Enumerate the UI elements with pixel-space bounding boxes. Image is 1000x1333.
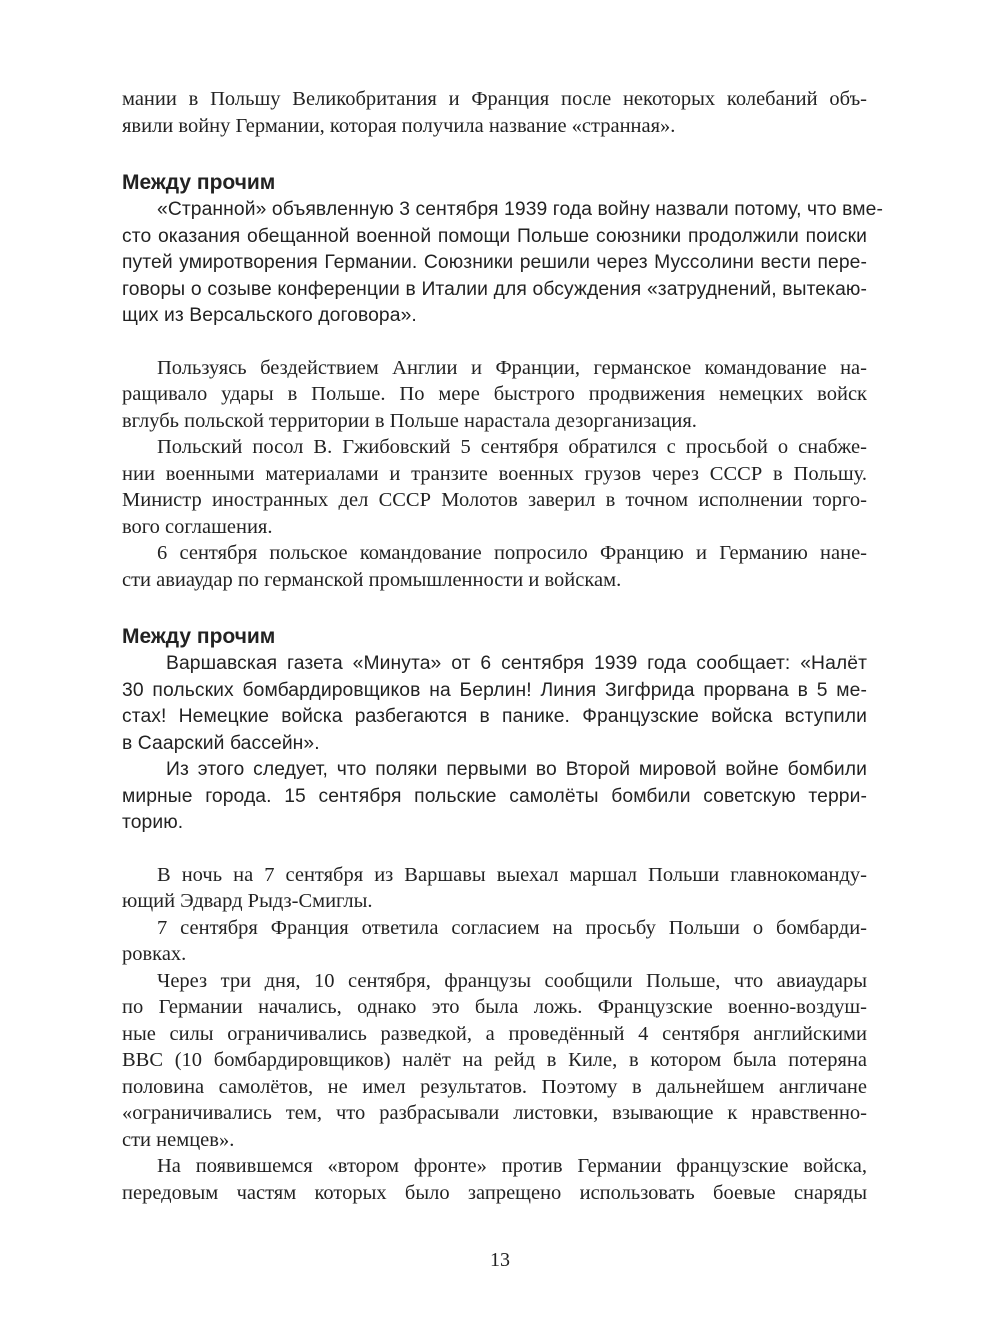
text-line: Польский посол В. Гжибовский 5 сентября обратился с просьбой о снабже-: [157, 436, 867, 458]
text-line: ные силы ограничивались разведкой, а проведённый 4 сентября английскими: [122, 1022, 867, 1045]
text-line: ющий Эдвард Рыдз-Смиглы.: [122, 890, 373, 912]
text-line: Через три дня, 10 сентября, французы сообщили Польше, что авиаудары: [157, 969, 867, 992]
text-line: «ограничивались тем, что разбрасывали листовки, взывающие к нравственно-: [122, 1102, 867, 1124]
text-line: вого соглашения.: [122, 515, 273, 538]
text-line: половина самолётов, не имел результатов. Поэтому в дальнейшем англичане: [122, 1075, 867, 1098]
text-line: нии военными материалами и транзите военных грузов через СССР в Польшу.: [122, 462, 867, 485]
text-line: 7 сентября Франция ответила согласием на просьбу Польши о бомбарди-: [157, 916, 867, 939]
aside-line: говоры о созыве конференции в Италии для обсуждения «затруднений, вытекаю-: [122, 278, 867, 300]
aside-line: стах! Немецкие войска разбегаются в панике. Французские войска вступили: [122, 706, 867, 727]
aside-line: щих из Версальского договора».: [122, 305, 417, 326]
aside-line: в Саарский бассейн».: [122, 732, 320, 754]
text-line: мании в Польшу Великобритания и Франция после некоторых колебаний объ-: [122, 88, 867, 110]
aside-line: торию.: [122, 812, 184, 833]
text-line: вглубь польской территории в Польше нарастала дезорганизация.: [122, 409, 697, 432]
text-line: 6 сентября польское командование попросило Францию и Германию нане-: [157, 542, 867, 564]
text-line: ровках.: [122, 943, 187, 965]
page-number: 13: [490, 1249, 510, 1271]
aside-box: [122, 169, 883, 330]
aside-line: 30 польских бомбардировщиков на Берлин! Линия Зигфрида прорвана в 5 ме-: [122, 679, 867, 701]
text-line: Министр иностранных дел СССР Молотов заверил в точном исполнении торго-: [122, 489, 867, 511]
aside-heading: Между прочим: [122, 171, 276, 194]
text-line: сти немцев».: [122, 1128, 235, 1151]
aside-line: сто оказания обещанной военной помощи Польше союзники продолжили поиски: [122, 225, 867, 247]
text-line: сти авиаудар по германской промышленности и войскам.: [122, 568, 622, 591]
page-content: [122, 86, 883, 1206]
aside-line: Из этого следует, что поляки первыми во Второй мировой войне бомбили: [166, 759, 867, 780]
text-line: по Германии начались, однако это была ложь. Французские военно-воздуш-: [122, 996, 867, 1018]
text-line: Пользуясь бездействием Англии и Франции, германское командование на-: [157, 356, 867, 379]
text-line: На появившемся «втором фронте» против Германии французские войска,: [157, 1155, 867, 1177]
aside-line: «Странной» объявленную 3 сентября 1939 года войну назвали потому, что вме-: [157, 199, 883, 220]
aside-line: Варшавская газета «Минута» от 6 сентября 1939 года сообщает: «Налёт: [166, 653, 867, 674]
aside-heading: Между прочим: [122, 625, 276, 648]
aside-box: [122, 623, 867, 837]
aside-line: мирные города. 15 сентября польские самолёты бомбили советскую терри-: [122, 785, 867, 807]
text-line: передовым частям которых было запрещено использовать боевые снаряды: [122, 1181, 867, 1204]
text-line: ВВС (10 бомбардировщиков) налёт на рейд в Киле, в котором была потеряна: [122, 1049, 867, 1071]
aside-line: путей умиротворения Германии. Союзники решили через Муссолини вести пере-: [122, 252, 867, 273]
text-line: В ночь на 7 сентября из Варшавы выехал маршал Польши главнокоманду-: [157, 863, 867, 886]
text-line: явили войну Германии, которая получила название «странная».: [122, 114, 676, 137]
spacer: [122, 330, 867, 355]
text-line: ращивало удары в Польше. По мере быстрого продвижения немецких войск: [122, 383, 867, 405]
spacer: [122, 837, 867, 862]
